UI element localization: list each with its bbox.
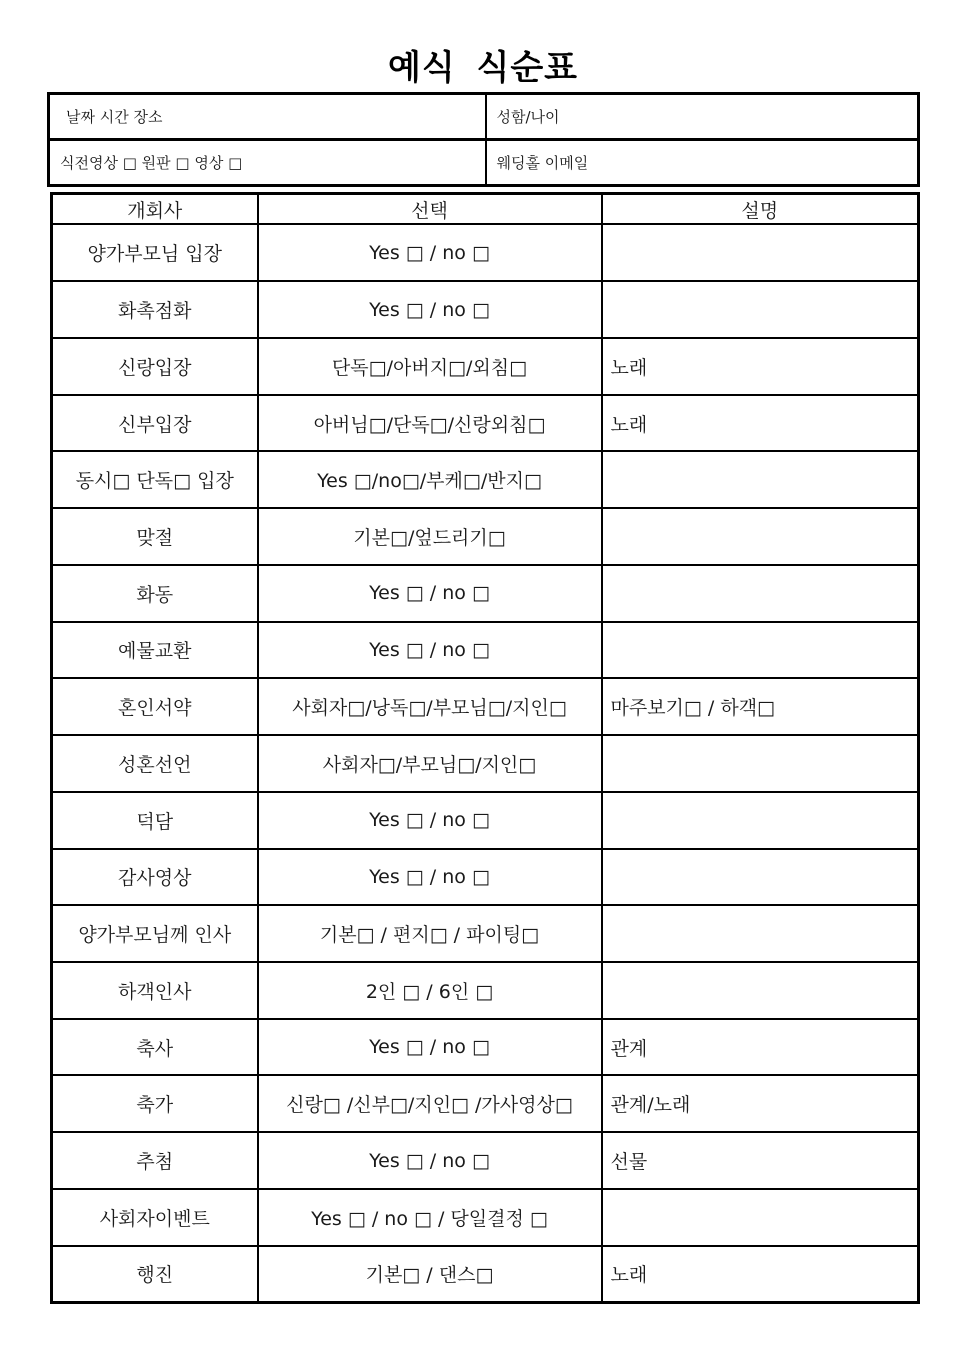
header-choice: 선택	[258, 194, 602, 225]
item-cell: 신부입장	[52, 395, 258, 452]
choice-cell: Yes □ / no □	[258, 1019, 602, 1076]
table-row	[52, 622, 919, 679]
hall-email-field: 웨딩홀 이메일	[496, 154, 589, 172]
item-cell: 양가부모님 입장	[52, 224, 258, 281]
table-row	[52, 905, 919, 962]
table-row	[52, 338, 919, 395]
choice-cell: Yes □ / no □	[258, 849, 602, 906]
info-table	[47, 92, 920, 187]
table-row	[52, 451, 919, 508]
table-row	[52, 735, 919, 792]
table-row	[52, 281, 919, 338]
choice-cell: 기본□ / 댄스□	[258, 1246, 602, 1303]
note-cell	[602, 905, 919, 962]
item-cell: 혼인서약	[52, 678, 258, 735]
item-cell: 맞절	[52, 508, 258, 565]
note-cell	[602, 224, 919, 281]
table-row	[52, 849, 919, 906]
choice-cell: Yes □ / no □ / 당일결정 □	[258, 1189, 602, 1246]
item-cell: 양가부모님께 인사	[52, 905, 258, 962]
note-cell: 선물	[602, 1132, 919, 1189]
item-cell: 하객인사	[52, 962, 258, 1019]
note-cell	[602, 792, 919, 849]
choice-cell: Yes □ / no □	[258, 792, 602, 849]
table-row	[52, 565, 919, 622]
date-time-place-field: 날짜 시간 장소	[49, 94, 486, 140]
choice-cell: 사회자□/부모님□/지인□	[258, 735, 602, 792]
item-cell: 축사	[52, 1019, 258, 1076]
table-row	[52, 678, 919, 735]
choice-cell: 2인 □ / 6인 □	[258, 962, 602, 1019]
choice-cell: Yes □ / no □	[258, 281, 602, 338]
note-cell: 노래	[602, 1246, 919, 1303]
table-row	[52, 224, 919, 281]
table-row	[52, 1075, 919, 1132]
info-row	[49, 140, 919, 186]
item-cell: 추첨	[52, 1132, 258, 1189]
table-row	[52, 1246, 919, 1303]
note-cell: 노래	[602, 395, 919, 452]
table-row	[52, 1132, 919, 1189]
choice-cell: 아버님□/단독□/신랑외침□	[258, 395, 602, 452]
item-cell: 축가	[52, 1075, 258, 1132]
page-title: 예식 식순표	[387, 48, 579, 88]
note-cell: 관계	[602, 1019, 919, 1076]
table-row	[52, 395, 919, 452]
item-cell: 동시□ 단독□ 입장	[52, 451, 258, 508]
table-row	[52, 1019, 919, 1076]
choice-cell: 기본□/엎드리기□	[258, 508, 602, 565]
item-cell: 행진	[52, 1246, 258, 1303]
name-age-field: 성함/나이	[486, 94, 919, 140]
note-cell	[602, 962, 919, 1019]
table-row	[52, 792, 919, 849]
choice-cell: 단독□/아버지□/외침□	[258, 338, 602, 395]
table-row	[52, 962, 919, 1019]
ceremony-order-table	[50, 192, 920, 1304]
item-cell: 예물교환	[52, 622, 258, 679]
header-item: 개회사	[52, 194, 258, 225]
item-cell: 덕담	[52, 792, 258, 849]
item-cell: 성혼선언	[52, 735, 258, 792]
item-cell: 화동	[52, 565, 258, 622]
choice-cell: 신랑□ /신부□/지인□ /가사영상□	[258, 1075, 602, 1132]
item-cell: 화촉점화	[52, 281, 258, 338]
choice-cell: Yes □ / no □	[258, 224, 602, 281]
choice-cell: Yes □ / no □	[258, 565, 602, 622]
choice-cell: Yes □ / no □	[258, 622, 602, 679]
table-row	[52, 508, 919, 565]
note-cell	[602, 622, 919, 679]
item-cell: 사회자이벤트	[52, 1189, 258, 1246]
note-cell	[602, 281, 919, 338]
note-cell: 노래	[602, 338, 919, 395]
note-cell	[602, 508, 919, 565]
note-cell: 관계/노래	[602, 1075, 919, 1132]
choice-cell: Yes □ / no □	[258, 1132, 602, 1189]
choice-cell: 사회자□/낭독□/부모님□/지인□	[258, 678, 602, 735]
pre-ceremony-options: 식전영상 □ 원판 □ 영상 □	[49, 140, 486, 186]
choice-cell: 기본□ / 편지□ / 파이팅□	[258, 905, 602, 962]
header-note: 설명	[602, 194, 919, 225]
note-cell	[602, 849, 919, 906]
note-cell	[602, 1189, 919, 1246]
choice-cell: Yes □/no□/부케□/반지□	[258, 451, 602, 508]
table-row	[52, 1189, 919, 1246]
item-cell: 신랑입장	[52, 338, 258, 395]
note-cell	[602, 735, 919, 792]
item-cell: 감사영상	[52, 849, 258, 906]
note-cell	[602, 451, 919, 508]
note-cell: 마주보기□ / 하객□	[602, 678, 919, 735]
info-row	[49, 94, 919, 140]
table-header-row	[52, 194, 919, 225]
note-cell	[602, 565, 919, 622]
